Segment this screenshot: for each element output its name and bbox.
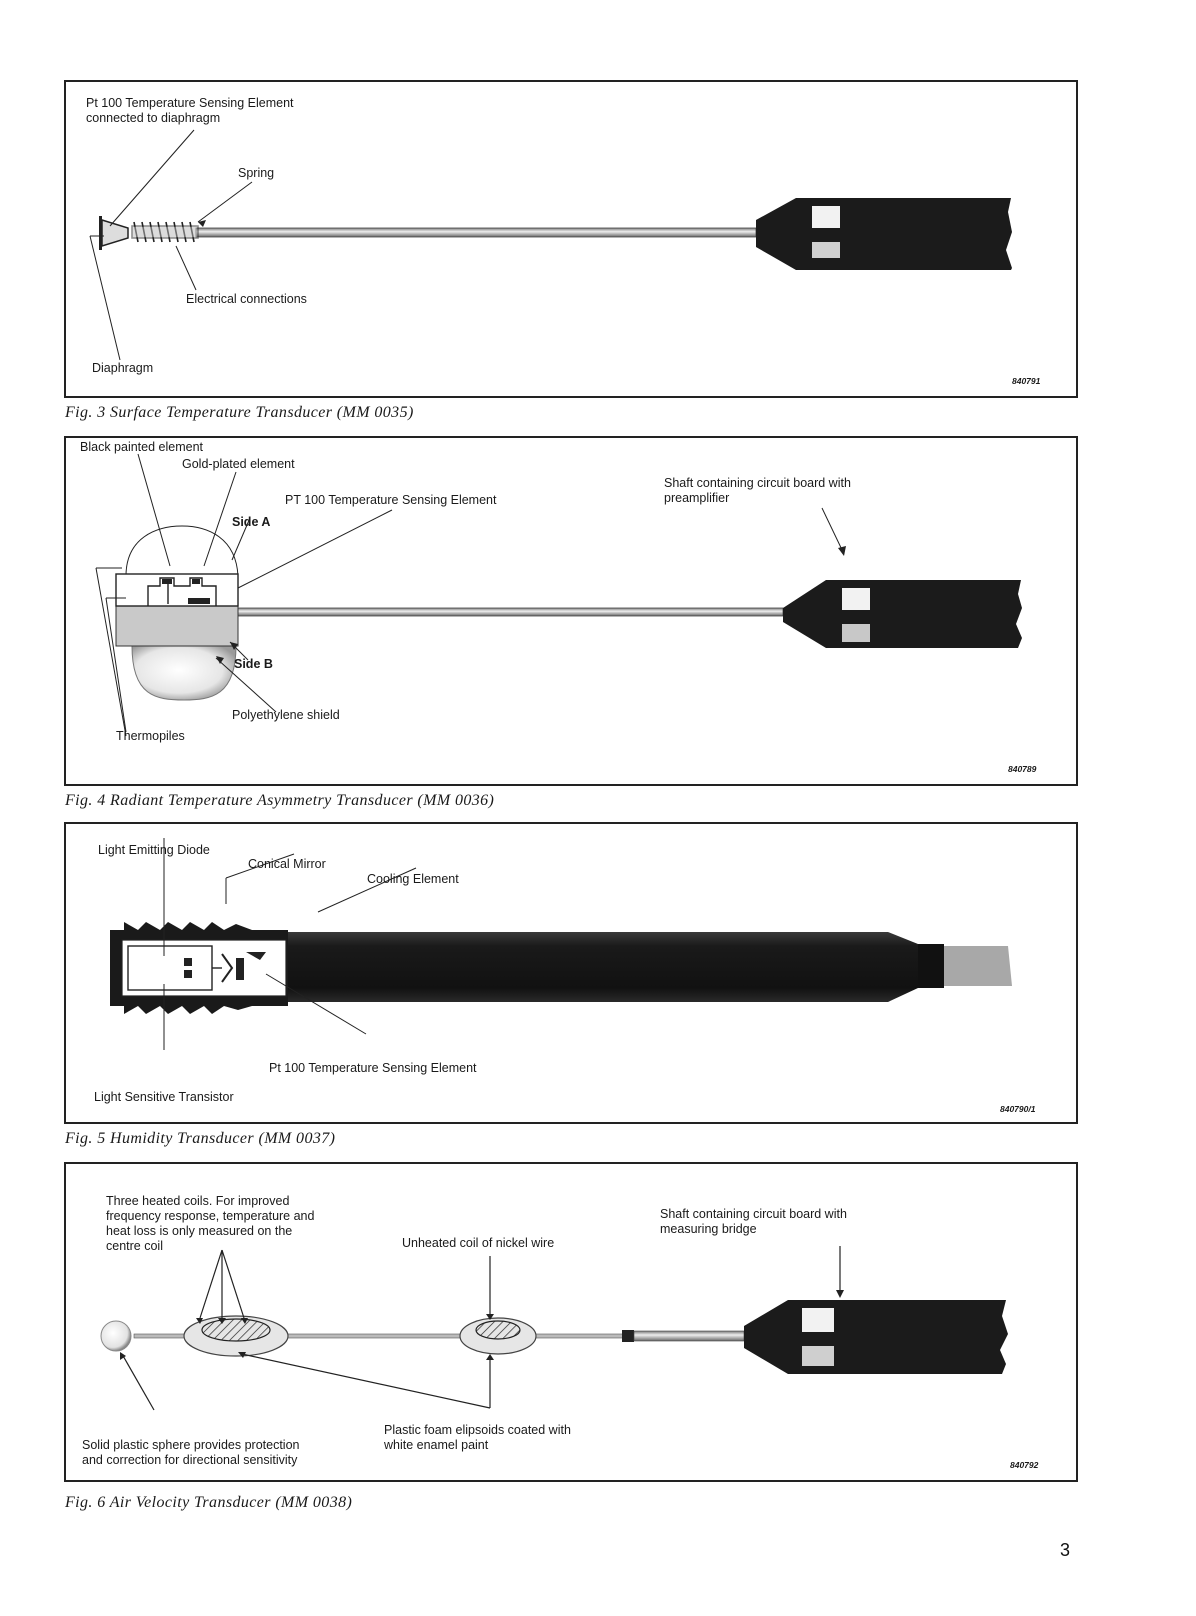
figure-3-panel — [64, 80, 1078, 398]
label-side-a: Side A — [232, 515, 271, 529]
label-electrical-connections: Electrical connections — [186, 292, 307, 306]
label-shaft-measuring-bridge: Shaft containing circuit board with measuring bridge — [660, 1207, 847, 1236]
label-pt100-element: Pt 100 Temperature Sensing Element connected to diaphragm — [86, 96, 294, 125]
figure-6-panel — [64, 1162, 1078, 1482]
figure-code: 840792 — [1010, 1460, 1039, 1470]
label-gold-plated-element: Gold-plated element — [182, 457, 295, 471]
figure-5-panel — [64, 822, 1078, 1124]
figure-5-caption: Fig. 5 Humidity Transducer (MM 0037) — [65, 1130, 336, 1147]
label-pt100-element: PT 100 Temperature Sensing Element — [285, 493, 497, 507]
figure-4-panel — [64, 436, 1078, 786]
label-shaft-preamplifier: Shaft containing circuit board with preamplifier — [664, 476, 851, 505]
label-light-emitting-diode: Light Emitting Diode — [98, 843, 210, 857]
label-diaphragm: Diaphragm — [92, 361, 154, 375]
label-foam-ellipsoids: Plastic foam elipsoids coated with white enamel paint — [384, 1423, 571, 1452]
label-polyethylene-shield: Polyethylene shield — [232, 708, 340, 722]
label-pt100-element: Pt 100 Temperature Sensing Element — [269, 1061, 477, 1075]
label-thermopiles: Thermopiles — [116, 729, 185, 743]
figure-6-caption: Fig. 6 Air Velocity Transducer (MM 0038) — [65, 1494, 353, 1511]
label-conical-mirror: Conical Mirror — [248, 857, 326, 871]
label-cooling-element: Cooling Element — [367, 872, 459, 886]
label-unheated-coil: Unheated coil of nickel wire — [402, 1236, 555, 1250]
surface-transducer-drawing — [66, 82, 1076, 396]
label-side-b: Side B — [234, 657, 273, 671]
figure-code: 840789 — [1008, 764, 1037, 774]
figure-3-caption: Fig. 3 Surface Temperature Transducer (MM 0035) — [65, 404, 414, 421]
humidity-transducer-drawing — [66, 824, 1076, 1122]
page-number: 3 — [1060, 1540, 1071, 1560]
label-plastic-sphere: Solid plastic sphere provides protection and correction for directional sensitivity — [82, 1438, 300, 1467]
label-spring: Spring — [238, 166, 275, 180]
figure-code: 840791 — [1012, 376, 1041, 386]
label-light-sensitive-transistor: Light Sensitive Transistor — [94, 1090, 234, 1104]
radiant-transducer-drawing — [66, 438, 1076, 784]
label-black-painted-element: Black painted element — [80, 440, 203, 454]
figure-4-caption: Fig. 4 Radiant Temperature Asymmetry Transducer (MM 0036) — [65, 792, 495, 809]
figure-code: 840790/1 — [1000, 1104, 1036, 1114]
label-three-heated-coils: Three heated coils. For improved frequency response, temperature and heat loss is only measured on the centre coil — [106, 1194, 315, 1253]
